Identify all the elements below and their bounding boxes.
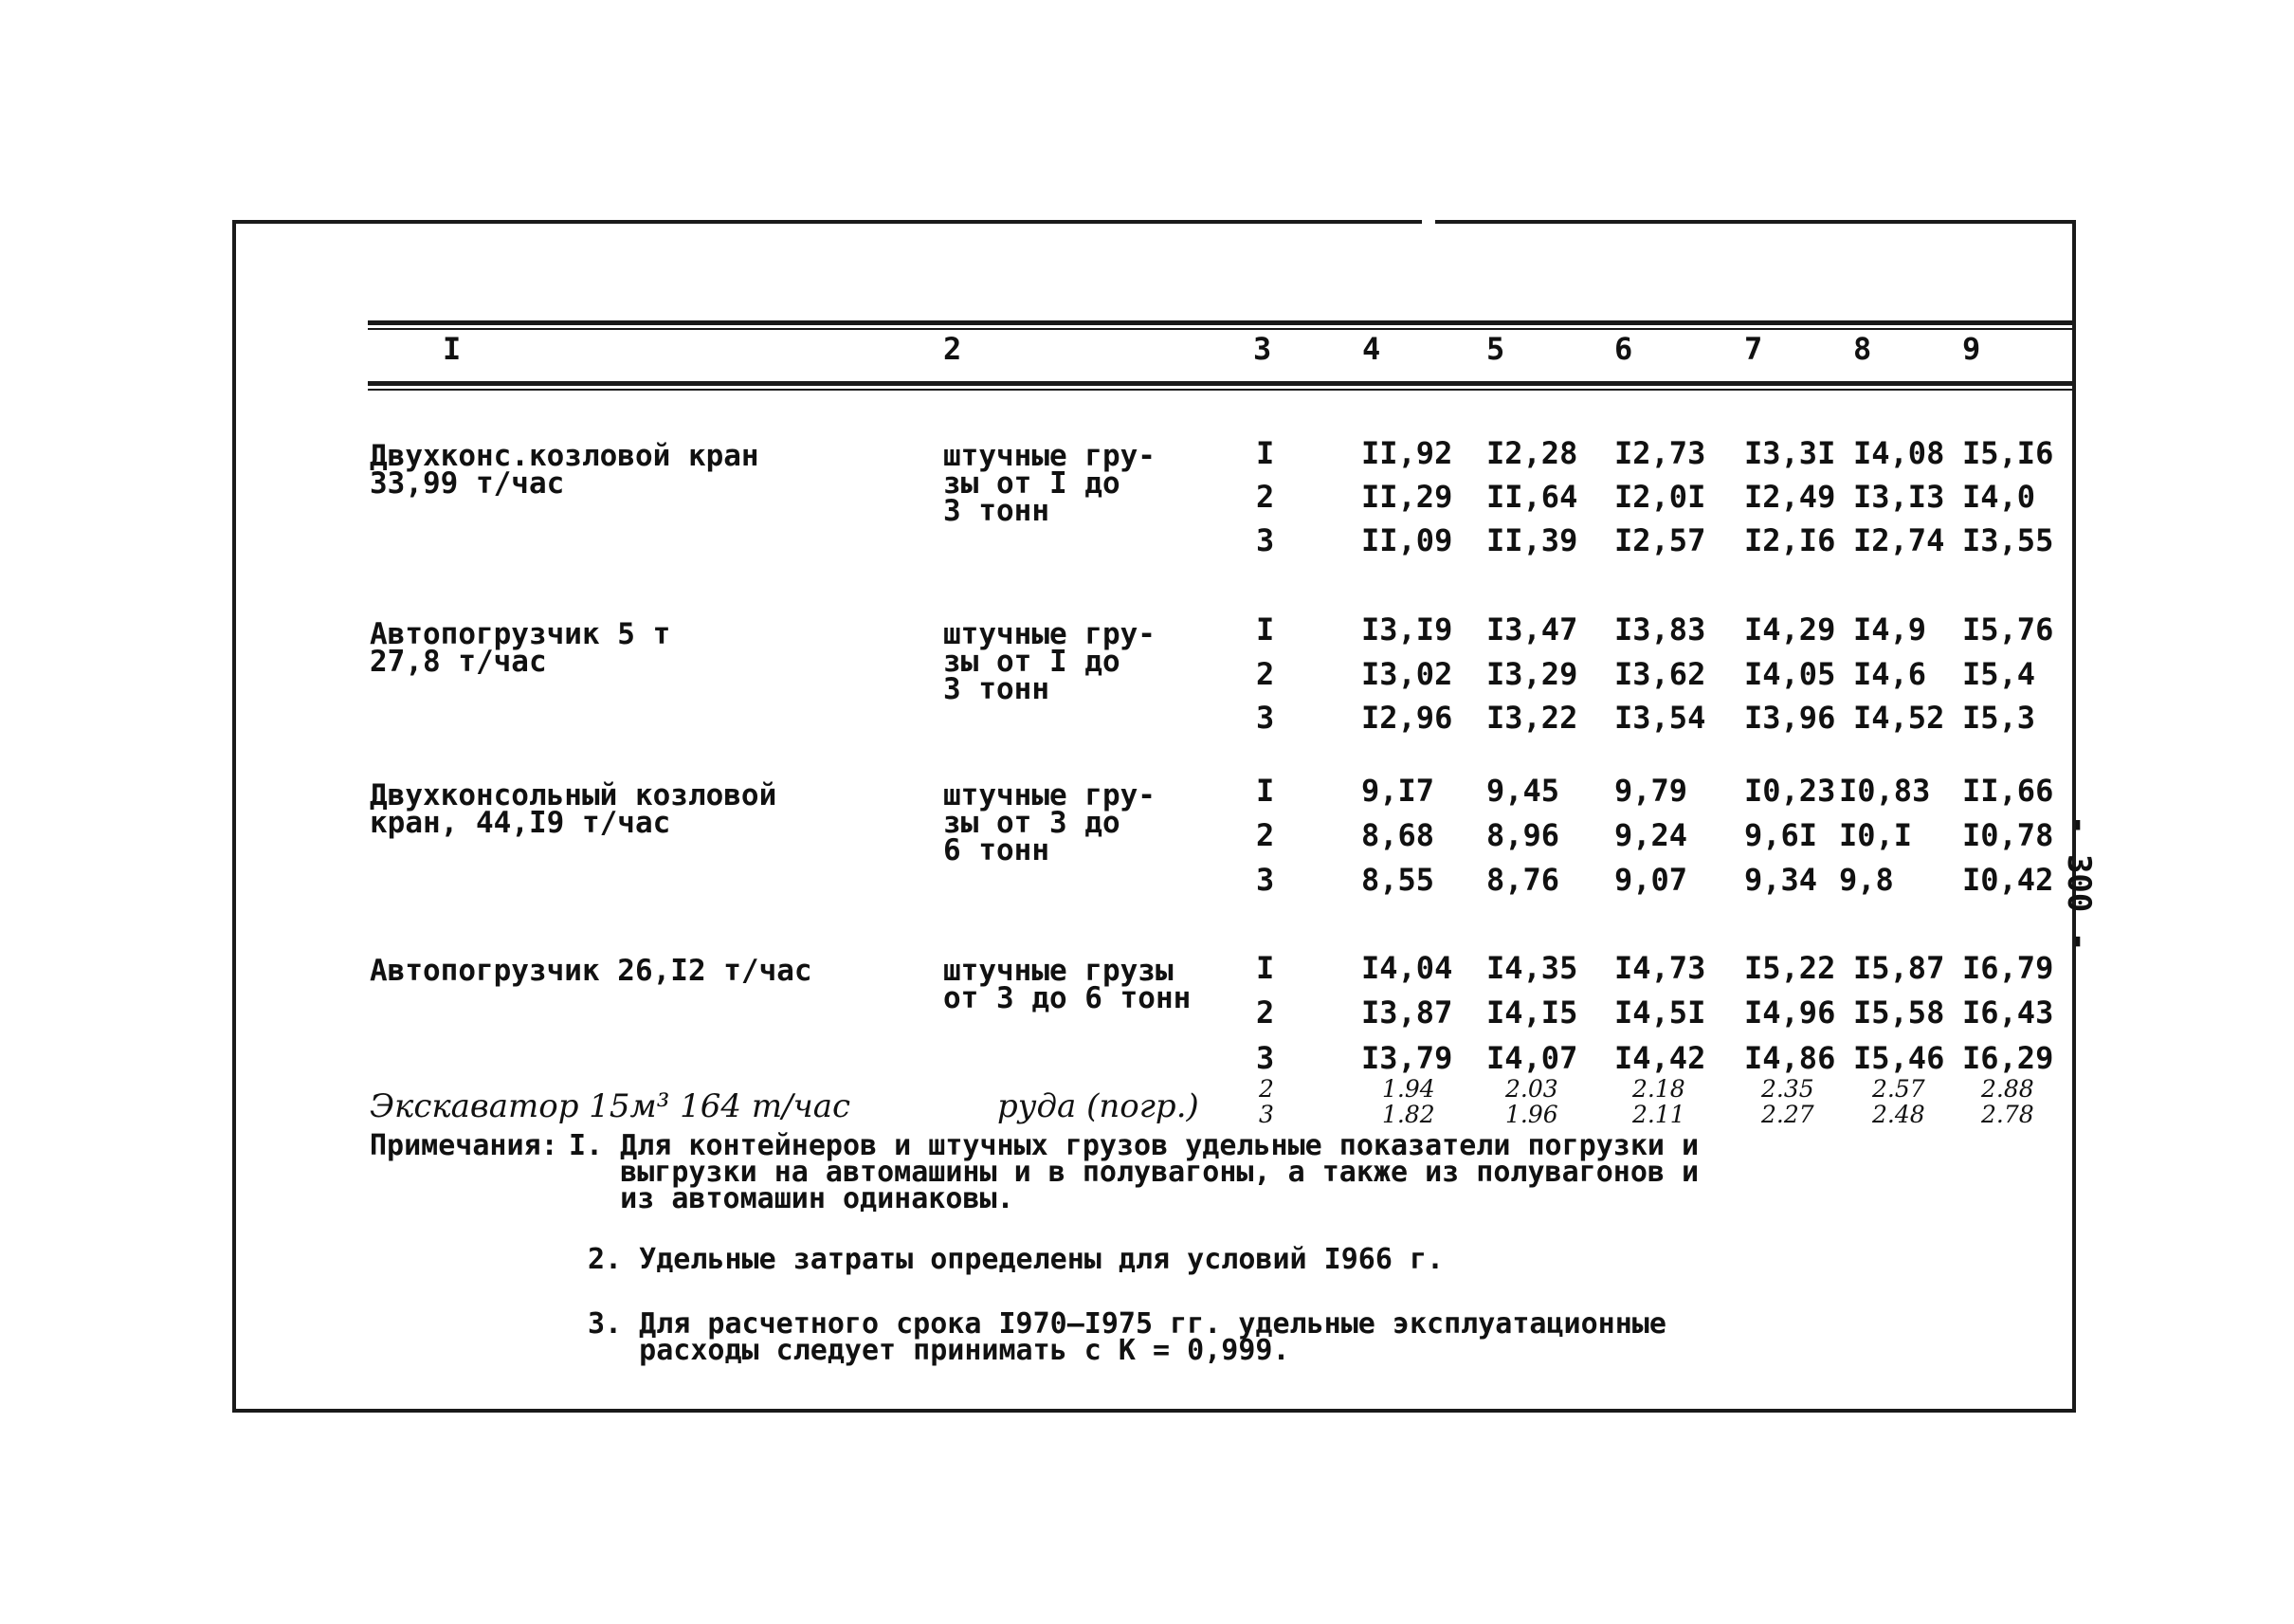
value-cell: I3,02 (1361, 656, 1453, 692)
value-cell: I2,49 (1744, 479, 1836, 515)
machine-cell: Двухконсольный козловой кран, 44,I9 т/час (370, 778, 777, 840)
mode-cell: 2 (1256, 817, 1275, 853)
value-cell: I5,58 (1853, 994, 1945, 1031)
handwritten-mode: 3 (1259, 1101, 1274, 1128)
mode-cell: I (1256, 773, 1275, 809)
value-cell: I5,46 (1853, 1040, 1945, 1076)
value-cell: I6,79 (1962, 950, 2054, 986)
machine-cell: Двухконс.козловой кран 33,99 т/час (370, 439, 759, 501)
value-cell: 9,07 (1614, 862, 1688, 898)
mode-cell: 3 (1256, 862, 1275, 898)
handwritten-value: 1.82 (1382, 1101, 1435, 1128)
value-cell: I5,76 (1962, 611, 2054, 648)
value-cell: 9,79 (1614, 773, 1688, 809)
value-cell: I3,29 (1486, 656, 1578, 692)
value-cell: I4,0 (1962, 479, 2036, 515)
value-cell: 9,24 (1614, 817, 1688, 853)
value-cell: I2,57 (1614, 522, 1706, 558)
mode-cell: 2 (1256, 479, 1275, 515)
value-cell: I5,I6 (1962, 435, 2054, 471)
value-cell: 9,8 (1839, 862, 1894, 898)
value-cell: I4,86 (1744, 1040, 1836, 1076)
page-number: - 300 - (2060, 815, 2098, 952)
col-header-2: 2 (943, 331, 962, 367)
value-cell: II,92 (1361, 435, 1453, 471)
value-cell: I0,78 (1962, 817, 2054, 853)
value-cell: I3,22 (1486, 700, 1578, 736)
col-header-9: 9 (1962, 331, 1981, 367)
frame-gap (1422, 216, 1435, 226)
value-cell: 9,45 (1486, 773, 1560, 809)
value-cell: 8,68 (1361, 817, 1435, 853)
value-cell: II,64 (1486, 479, 1578, 515)
handwritten-value: 2.18 (1632, 1075, 1685, 1103)
value-cell: I6,29 (1962, 1040, 2054, 1076)
value-cell: 9,6I (1744, 817, 1818, 853)
value-cell: 8,55 (1361, 862, 1435, 898)
value-cell: I3,54 (1614, 700, 1706, 736)
value-cell: I2,I6 (1744, 522, 1836, 558)
col-header-1: I (443, 331, 462, 367)
value-cell: I3,I3 (1853, 479, 1945, 515)
value-cell: II,09 (1361, 522, 1453, 558)
value-cell: II,66 (1962, 773, 2054, 809)
header-rule-bottom-thin (368, 389, 2074, 391)
value-cell: I3,62 (1614, 656, 1706, 692)
handwritten-cargo: руда (погр.) (997, 1087, 1199, 1125)
note-item-3: 3. Для расчетного срока I970–I975 гг. удельные эксплуатационные расходы следует принимать с К = 0,999. (588, 1307, 1666, 1367)
col-header-4: 4 (1362, 331, 1381, 367)
value-cell: I3,83 (1614, 611, 1706, 648)
cargo-cell: штучные грузы от 3 до 6 тонн (943, 954, 1192, 1015)
value-cell: I3,96 (1744, 700, 1836, 736)
value-cell: I4,73 (1614, 950, 1706, 986)
value-cell: I5,4 (1962, 656, 2036, 692)
mode-cell: I (1256, 950, 1275, 986)
handwritten-value: 2.88 (1981, 1075, 2034, 1103)
mode-cell: 3 (1256, 700, 1275, 736)
col-header-6: 6 (1614, 331, 1633, 367)
value-cell: 8,96 (1486, 817, 1560, 853)
value-cell: I4,29 (1744, 611, 1836, 648)
machine-cell: Автопогрузчик 5 т 27,8 т/час (370, 617, 671, 679)
handwritten-value: 2.35 (1761, 1075, 1814, 1103)
value-cell: 9,34 (1744, 862, 1818, 898)
header-rule-bottom (368, 381, 2074, 386)
value-cell: 8,76 (1486, 862, 1560, 898)
col-header-7: 7 (1744, 331, 1763, 367)
mode-cell: 2 (1256, 656, 1275, 692)
handwritten-value: 2.57 (1872, 1075, 1925, 1103)
handwritten-machine: Экскаватор 15м³ 164 т/час (370, 1087, 851, 1125)
value-cell: I4,05 (1744, 656, 1836, 692)
value-cell: I4,9 (1853, 611, 1927, 648)
value-cell: I2,0I (1614, 479, 1706, 515)
value-cell: I4,5I (1614, 994, 1706, 1031)
value-cell: I6,43 (1962, 994, 2054, 1031)
header-rule-top (368, 320, 2074, 325)
value-cell: I3,55 (1962, 522, 2054, 558)
value-cell: I2,28 (1486, 435, 1578, 471)
value-cell: I4,42 (1614, 1040, 1706, 1076)
handwritten-value: 2.48 (1872, 1101, 1925, 1128)
handwritten-value: 2.27 (1761, 1101, 1814, 1128)
mode-cell: I (1256, 611, 1275, 648)
handwritten-value: 2.11 (1632, 1101, 1685, 1128)
handwritten-mode: 2 (1259, 1075, 1274, 1103)
value-cell: I4,96 (1744, 994, 1836, 1031)
value-cell: I0,I (1839, 817, 1913, 853)
value-cell: I4,04 (1361, 950, 1453, 986)
col-header-8: 8 (1853, 331, 1872, 367)
value-cell: I2,73 (1614, 435, 1706, 471)
value-cell: I5,22 (1744, 950, 1836, 986)
value-cell: I3,3I (1744, 435, 1836, 471)
value-cell: I4,52 (1853, 700, 1945, 736)
value-cell: I5,87 (1853, 950, 1945, 986)
mode-cell: I (1256, 435, 1275, 471)
value-cell: I3,47 (1486, 611, 1578, 648)
value-cell: I0,42 (1962, 862, 2054, 898)
mode-cell: 3 (1256, 1040, 1275, 1076)
value-cell: I4,08 (1853, 435, 1945, 471)
value-cell: I3,87 (1361, 994, 1453, 1031)
header-rule-top-thin (368, 328, 2074, 330)
value-cell: I4,I5 (1486, 994, 1578, 1031)
note-item-2: 2. Удельные затраты определены для условий I966 г. (588, 1243, 1445, 1276)
value-cell: I2,74 (1853, 522, 1945, 558)
mode-cell: 3 (1256, 522, 1275, 558)
value-cell: I4,35 (1486, 950, 1578, 986)
value-cell: I3,79 (1361, 1040, 1453, 1076)
cargo-cell: штучные гру- зы от 3 до 6 тонн (943, 778, 1156, 867)
value-cell: I0,23 (1744, 773, 1836, 809)
value-cell: II,29 (1361, 479, 1453, 515)
value-cell: I5,3 (1962, 700, 2036, 736)
machine-cell: Автопогрузчик 26,I2 т/час (370, 954, 812, 988)
value-cell: I4,07 (1486, 1040, 1578, 1076)
handwritten-value: 1.94 (1382, 1075, 1435, 1103)
notes-label: Примечания: (370, 1129, 558, 1162)
value-cell: I2,96 (1361, 700, 1453, 736)
handwritten-value: 2.03 (1505, 1075, 1558, 1103)
col-header-3: 3 (1253, 331, 1272, 367)
cargo-cell: штучные гру- зы от I до 3 тонн (943, 439, 1156, 528)
handwritten-value: 2.78 (1981, 1101, 2034, 1128)
cargo-cell: штучные гру- зы от I до 3 тонн (943, 617, 1156, 706)
value-cell: I3,I9 (1361, 611, 1453, 648)
value-cell: 9,I7 (1361, 773, 1435, 809)
col-header-5: 5 (1486, 331, 1505, 367)
value-cell: I4,6 (1853, 656, 1927, 692)
mode-cell: 2 (1256, 994, 1275, 1031)
value-cell: I0,83 (1839, 773, 1931, 809)
handwritten-value: 1.96 (1505, 1101, 1558, 1128)
value-cell: II,39 (1486, 522, 1578, 558)
note-item-1: I. Для контейнеров и штучных грузов удельные показатели погрузки и выгрузки на автомашины и в полувагоны, а также из полувагонов и из автомашин одинаковы. (569, 1129, 1700, 1215)
